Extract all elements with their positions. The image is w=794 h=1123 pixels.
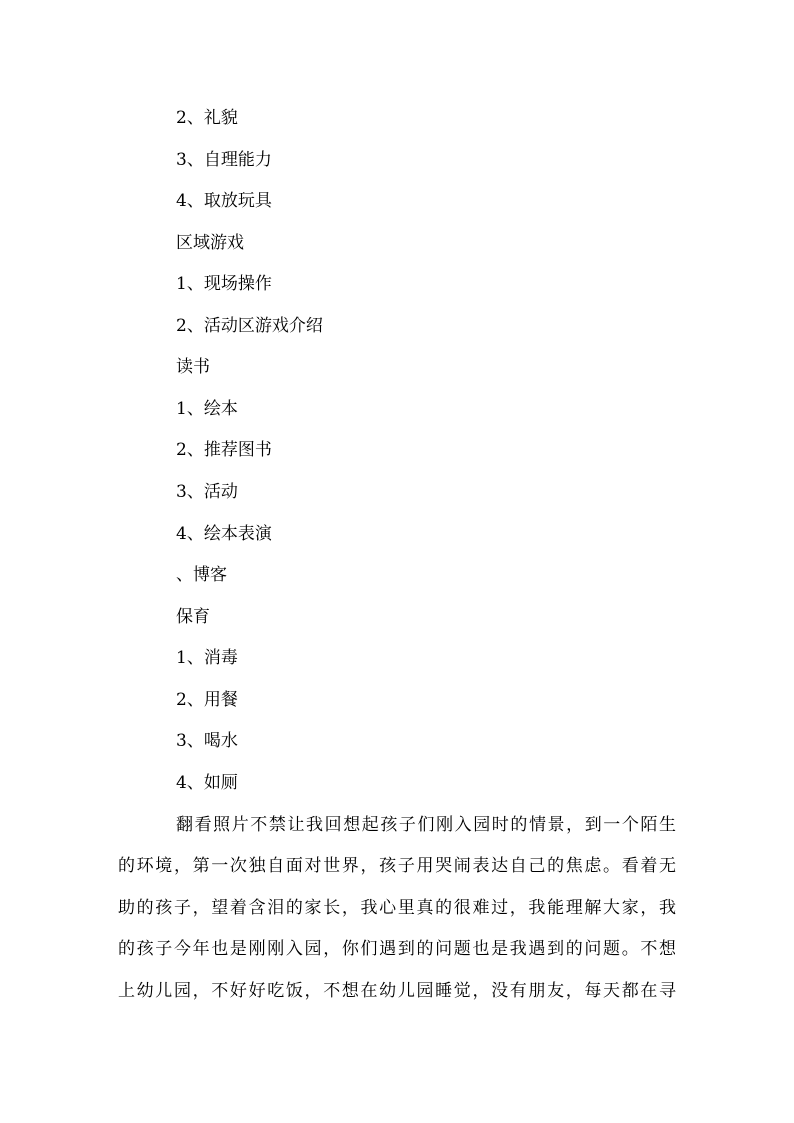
- list-item: 4、如厕: [176, 773, 238, 793]
- list-item: 4、绘本表演: [176, 524, 272, 544]
- list-item: 3、自理能力: [176, 150, 272, 170]
- section-heading: 读书: [176, 357, 210, 377]
- list-item: 3、活动: [176, 482, 238, 502]
- paragraph-line: 助的孩子，望着含泪的家长，我心里真的很难过，我能理解大家，我: [118, 898, 676, 918]
- list-item: 4、取放玩具: [176, 191, 272, 211]
- paragraph-line: 翻看照片不禁让我回想起孩子们刚入园时的情景，到一个陌生: [176, 815, 676, 835]
- paragraph-line: 的孩子今年也是刚刚入园，你们遇到的问题也是我遇到的问题。不想: [118, 939, 676, 959]
- list-item: 2、礼貌: [176, 108, 238, 128]
- list-item: 2、活动区游戏介绍: [176, 316, 323, 336]
- list-item: 2、用餐: [176, 690, 238, 710]
- paragraph-line: 的环境，第一次独自面对世界，孩子用哭闹表达自己的焦虑。看着无: [118, 856, 676, 876]
- list-item: 2、推荐图书: [176, 440, 272, 460]
- section-heading: 、博客: [176, 565, 227, 585]
- section-heading: 区域游戏: [176, 233, 244, 253]
- list-item: 1、绘本: [176, 399, 238, 419]
- paragraph-line: 上幼儿园，不好好吃饭，不想在幼儿园睡觉，没有朋友，每天都在寻: [118, 981, 676, 1001]
- list-item: 1、现场操作: [176, 274, 272, 294]
- list-item: 1、消毒: [176, 648, 238, 668]
- list-item: 3、喝水: [176, 731, 238, 751]
- section-heading: 保育: [176, 607, 210, 627]
